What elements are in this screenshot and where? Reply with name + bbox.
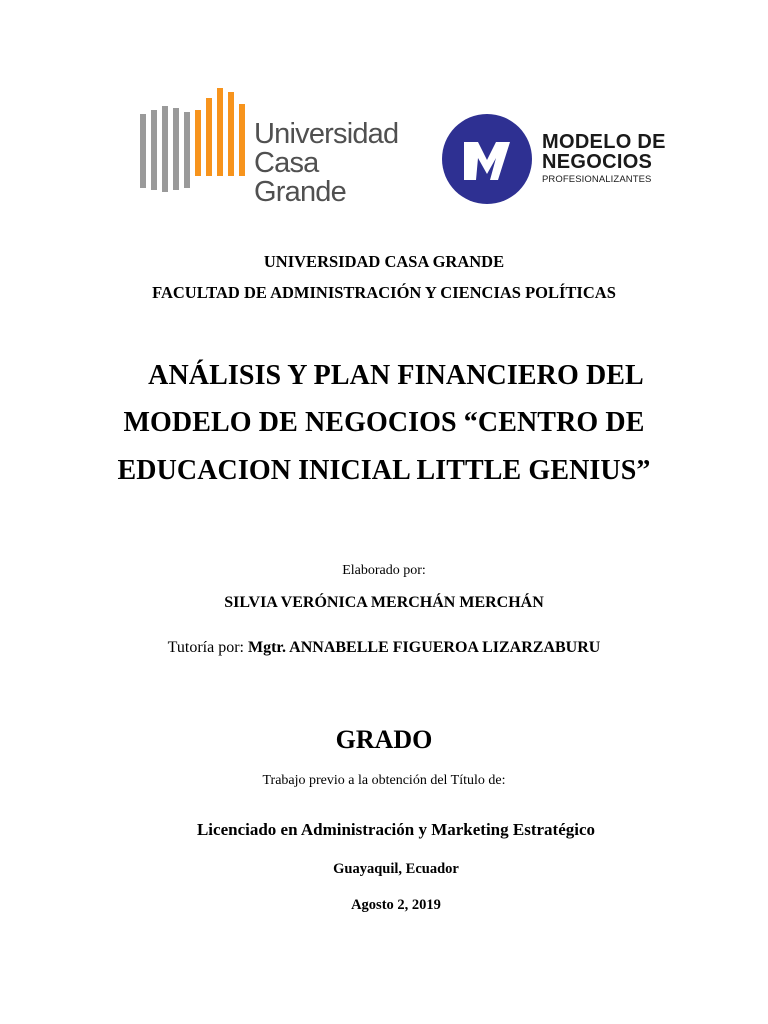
business-model-line1: MODELO DE <box>542 131 666 153</box>
universidad-casa-grande-logo <box>138 98 399 208</box>
m-circle-icon <box>442 114 532 204</box>
business-model-line2: NEGOCIOS <box>542 151 653 173</box>
business-model-logo-text <box>542 132 666 187</box>
logo-bars-icon <box>138 98 248 198</box>
author-label: Elaborado por: <box>342 563 426 578</box>
degree-intro: Trabajo previo a la obtención del Título de: <box>262 773 506 788</box>
tutor-line <box>0 639 768 657</box>
modelo-de-negocios-logo <box>440 112 680 212</box>
university-logo-line1: Universidad <box>254 118 399 150</box>
title-line-3: EDUCACION INICIAL LITTLE GENIUS” <box>117 455 651 486</box>
tutor-name: Mgtr. ANNABELLE FIGUEROA LIZARZABURU <box>247 639 601 656</box>
university-logo-text <box>254 120 398 207</box>
author-name: SILVIA VERÓNICA MERCHÁN MERCHÁN <box>224 594 544 611</box>
university-name: UNIVERSIDAD CASA GRANDE <box>263 252 505 271</box>
date: Agosto 2, 2019 <box>351 897 441 913</box>
title-line-1: ANÁLISIS Y PLAN FINANCIERO DEL <box>148 360 644 391</box>
degree-level: GRADO <box>335 725 433 754</box>
university-logo-line2: Casa Grande <box>254 147 346 208</box>
tutor-label: Tutoría por: <box>167 639 248 656</box>
place: Guayaquil, Ecuador <box>333 861 459 877</box>
business-model-line3: PROFESIONALIZANTES <box>542 174 652 185</box>
degree-title: Licenciado en Administración y Marketing Estratégico <box>196 820 596 839</box>
title-line-2: MODELO DE NEGOCIOS “CENTRO DE <box>123 407 645 438</box>
faculty-name: FACULTAD DE ADMINISTRACIÓN Y CIENCIAS POLÍTICAS <box>152 283 616 302</box>
